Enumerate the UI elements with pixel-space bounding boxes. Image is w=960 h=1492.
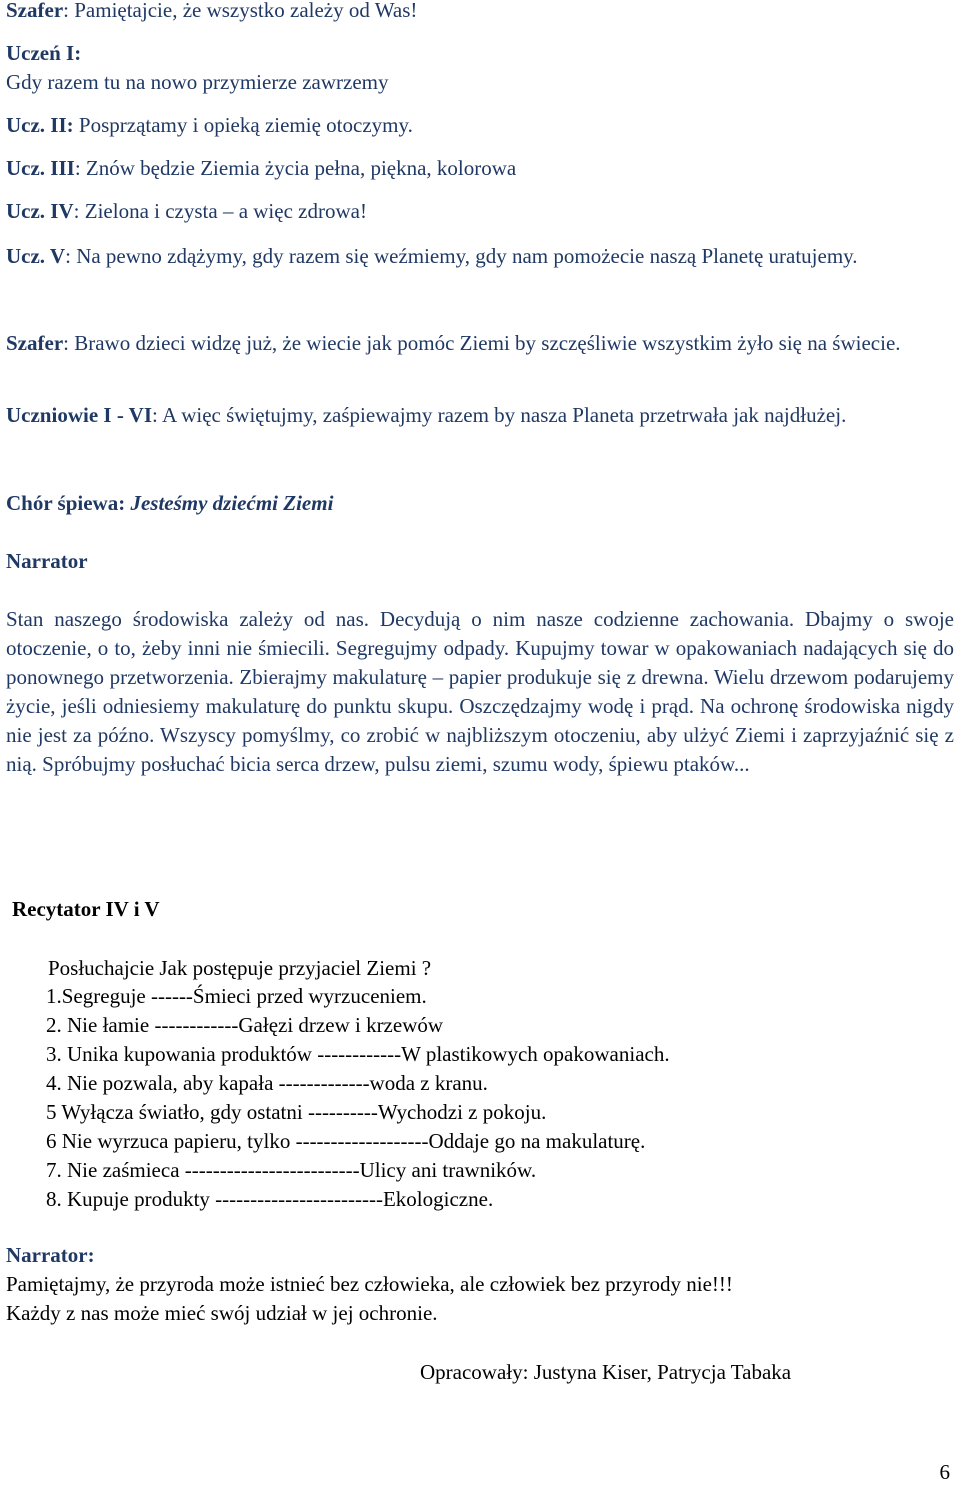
closing-narrator-heading [6,1241,954,1270]
recitator-heading [12,895,954,924]
dialogue-text: Brawo dzieci widzę już, że wiecie jak pomóc Ziemi by szczęśliwie wszystkim żyło się na świecie. [74,331,901,355]
speaker-name: Ucz. II: [6,113,74,137]
dialogue-line-ucz-3 [6,154,954,183]
dialogue-text: Posprzątamy i opieką ziemię otoczymy. [78,113,413,137]
quiz-intro-text: Posłuchajcie Jak postępuje przyjaciel Ziemi ? [48,956,432,980]
dialogue-line-ucz-2 [6,111,954,140]
speaker-separator: : [63,0,75,22]
dialogue-text: Gdy razem tu na nowo przymierze zawrzemy [6,70,389,94]
dialogue-line-szafer-1 [6,0,954,25]
authors-signature: Opracowały: Justyna Kiser, Patrycja Tabaka [420,1360,792,1384]
speaker-separator: : [63,331,75,355]
dialogue-line-szafer-2 [6,329,954,358]
list-item: 8. Kupuje produkty ------------------------Ekologiczne. [46,1187,494,1211]
closing-heading-text: Narrator: [6,1243,95,1267]
dialogue-text: A więc świętujmy, zaśpiewajmy razem by nasza Planeta przetrwała jak najdłużej. [161,403,847,427]
speaker-name: Szafer [6,0,64,22]
list-item: 5 Wyłącza światło, gdy ostatni ----------Wychodzi z pokoju. [46,1100,547,1124]
narrator-heading [6,547,954,576]
dialogue-line-uczen-1 [6,39,954,68]
list-item: 1.Segreguje ------Śmieci przed wyrzuceniem. [46,984,427,1008]
closing-line-2 [6,1299,954,1328]
dialogue-line-uczniowie [6,401,954,430]
speaker-separator: : [73,199,85,223]
choir-song-title: Jesteśmy dziećmi Ziemi [130,491,334,515]
dialogue-text: Znów będzie Ziemia życia pełna, piękna, kolorowa [85,156,517,180]
speaker-name: Szafer [6,331,64,355]
dialogue-line-ucz-4 [6,197,954,226]
narrator-heading-text: Narrator [6,549,88,573]
closing-line-text: Pamiętajmy, że przyroda może istnieć bez człowieka, ale człowiek bez przyrody nie!!! [6,1272,733,1296]
list-item: 3. Unika kupowania produktów ------------W plastikowych opakowaniach. [46,1042,670,1066]
dialogue-text: Na pewno zdążymy, gdy razem się weźmiemy, gdy nam pomożecie naszą Planetę uratujemy. [76,244,858,268]
speaker-name: Ucz. V [6,244,66,268]
dialogue-text: Pamiętajcie, że wszystko zależy od Was! [74,0,418,22]
speaker-separator: : [74,156,86,180]
dialogue-text: Zielona i czysta – a więc zdrowa! [84,199,367,223]
speaker-name: Uczniowie I - VI [6,403,153,427]
page-number: 6 [939,1460,950,1484]
list-item: 6 Nie wyrzuca papieru, tylko -------------------Oddaje go na makulaturę. [46,1129,646,1153]
narrator-paragraph [6,605,954,779]
speaker-name: Ucz. IV [6,199,74,223]
choir-label: Chór śpiewa: [6,491,126,515]
dialogue-line-ucz-5 [6,242,954,271]
recitator-heading-text: Recytator IV i V [12,897,160,921]
closing-line-1 [6,1270,954,1299]
speaker-name: Uczeń I: [6,41,82,65]
quiz-intro [48,954,954,983]
list-item: 4. Nie pozwala, aby kapała -------------woda z kranu. [46,1071,488,1095]
narrator-paragraph-text: Stan naszego środowiska zależy od nas. Decydują o nim nasze codzienne zachowania. Dbajmy o swoje otoczenie, o to, żeby inni nie śmiecili. Segregujmy odpady. Kupujmy towar w opakowaniach nadających się do ponownego przetworzenia. Zbierajmy makulaturę – papier produkuje się z drewna. Wielu drzewom podarujemy życie, jeśli odniesiemy makulaturę do punktu skupu. Oszczędzajmy wodę i prąd. Na ochronę środowiska nigdy nie jest za późno. Wszyscy pomyślmy, co zrobić w najbliższym otoczeniu, aby ulżyć Ziemi i zaprzyjaźnić się z nią. Spróbujmy posłuchać bicia serca drzew, pulsu ziemi, szumu wody, śpiewu ptaków... [6,607,954,776]
speaker-separator: : [152,403,162,427]
quiz-list [46,982,670,1214]
closing-line-text: Każdy z nas może mieć swój udział w jej ochronie. [6,1301,438,1325]
speaker-separator: : [65,244,77,268]
list-item: 2. Nie łamie ------------Gałęzi drzew i krzewów [46,1013,444,1037]
dialogue-line-verse [6,68,954,97]
choir-line [6,489,954,518]
speaker-name: Ucz. III [6,156,75,180]
list-item: 7. Nie zaśmieca -------------------------Ulicy ani trawników. [46,1158,537,1182]
